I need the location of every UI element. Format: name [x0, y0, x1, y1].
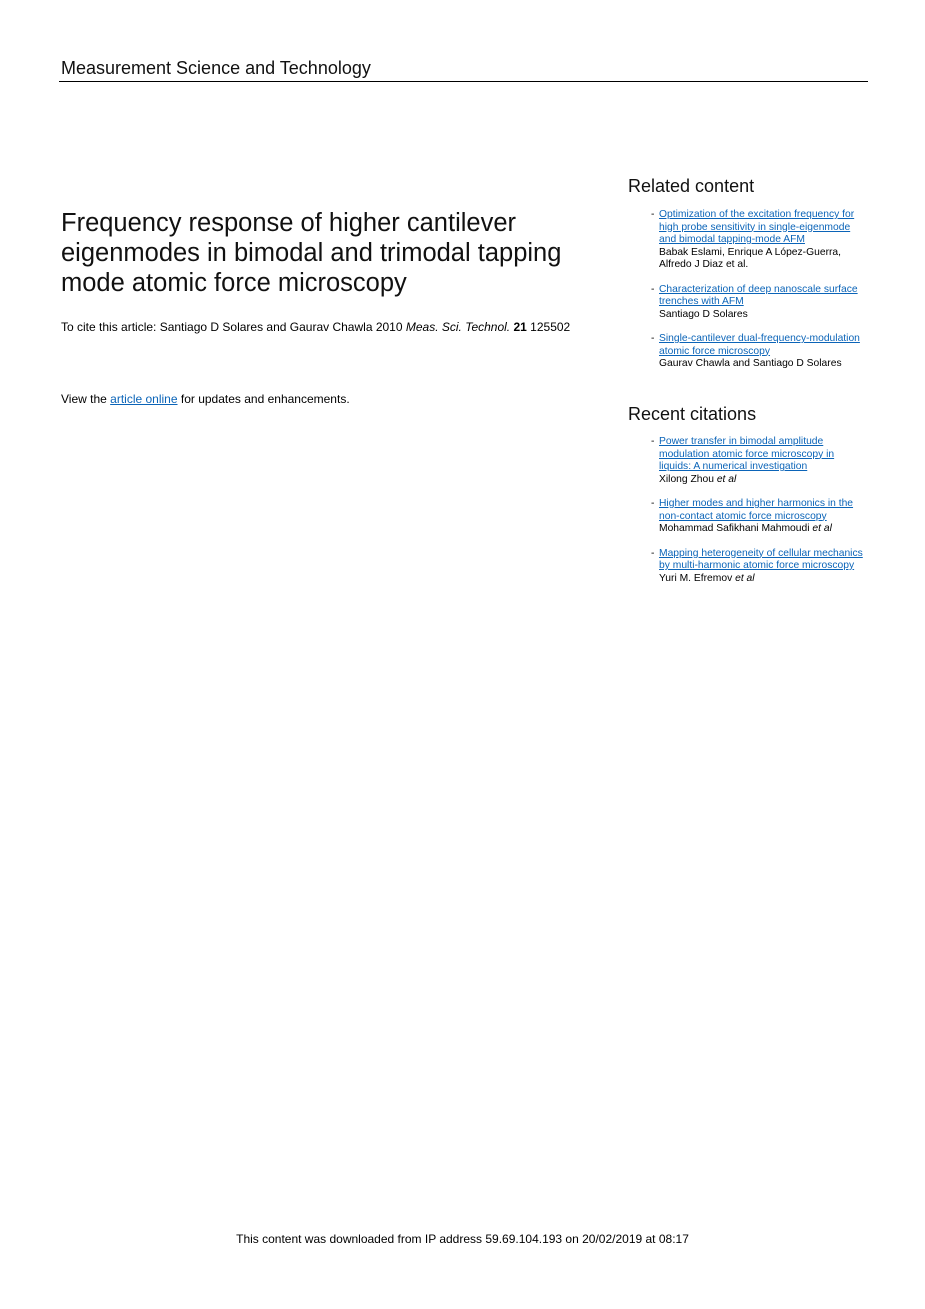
- list-dash: -: [651, 333, 655, 344]
- download-footer: This content was downloaded from IP address 59.69.104.193 on 20/02/2019 at 08:17: [236, 1232, 689, 1246]
- citation-item-authors: [659, 523, 869, 536]
- list-dash: -: [651, 498, 655, 509]
- citation-journal: Meas. Sci. Technol.: [405, 320, 511, 334]
- citation-item-authors: [659, 573, 869, 586]
- related-content-heading: Related content: [628, 176, 755, 196]
- list-dash: -: [651, 547, 655, 559]
- related-content-list: [651, 209, 869, 383]
- view-prefix: View the: [61, 392, 111, 406]
- list-dash: -: [651, 436, 655, 447]
- list-dash: -: [651, 209, 655, 220]
- citation-item-link[interactable]: Mapping heterogeneity of cellular mechanics by multi-harmonic atomic force microscopy: [659, 547, 863, 571]
- citation-item-authors: [659, 474, 869, 487]
- related-item-authors: Babak Eslami, Enrique A López-Guerra, Alfredo J Diaz et al.: [659, 246, 842, 270]
- citation-line: [61, 320, 621, 334]
- citation-volume: 21: [513, 320, 527, 334]
- citation-author-names: Xilong Zhou: [659, 473, 714, 485]
- citation-etal: et al: [809, 523, 832, 534]
- citation-prefix: To cite this article: Santiago D Solares and Gaurav Chawla 2010: [61, 320, 406, 334]
- related-item: [651, 284, 869, 322]
- article-online-link[interactable]: article online: [110, 392, 178, 406]
- citation-author-names: Yuri M. Efremov: [659, 572, 733, 584]
- related-item-authors: Gaurav Chawla and Santiago D Solares: [659, 358, 842, 369]
- citation-item-link[interactable]: Power transfer in bimodal amplitude modulation atomic force microscopy in liquids: A numerical investigation: [659, 436, 835, 472]
- related-item: [651, 209, 869, 272]
- citation-etal: et al: [732, 572, 755, 584]
- list-dash: -: [651, 283, 655, 295]
- related-item-link[interactable]: Characterization of deep nanoscale surface trenches with AFM: [659, 283, 858, 307]
- citation-item: [651, 548, 869, 586]
- citation-article-number: 125502: [526, 320, 571, 334]
- citation-author-names: Mohammad Safikhani Mahmoudi: [659, 523, 810, 534]
- citation-item-link[interactable]: Higher modes and higher harmonics in the non-contact atomic force microscopy: [659, 498, 854, 522]
- recent-citations-list: [651, 436, 869, 597]
- article-title: Frequency response of higher cantilever eigenmodes in bimodal and trimodal tapping mode atomic force microscopy: [61, 209, 562, 297]
- related-item-link[interactable]: Optimization of the excitation frequency for high probe sensitivity in single-eigenmode and bimodal tapping-mode AFM: [659, 209, 855, 245]
- related-item-link[interactable]: Single-cantilever dual-frequency-modulation atomic force microscopy: [659, 333, 860, 357]
- related-item-authors: Santiago D Solares: [659, 308, 748, 320]
- header-divider: [59, 81, 868, 82]
- view-online-line: [61, 392, 350, 406]
- recent-citations-heading: Recent citations: [628, 404, 757, 424]
- citation-etal: et al: [713, 473, 737, 485]
- view-suffix: for updates and enhancements.: [177, 392, 350, 406]
- journal-name: Measurement Science and Technology: [61, 58, 371, 78]
- related-item: [651, 333, 869, 371]
- citation-item: [651, 436, 869, 486]
- citation-item: [651, 498, 869, 536]
